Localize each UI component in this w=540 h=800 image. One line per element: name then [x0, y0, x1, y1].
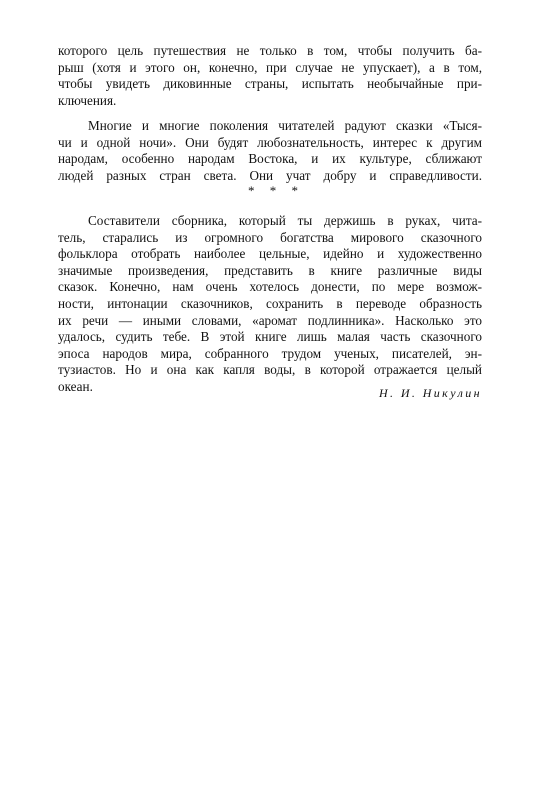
paragraph-compilers [58, 213, 482, 396]
text-line: тузиастов. Но и она как капля воды, в которой отражается целый [58, 362, 482, 378]
text-line: людей разных стран света. Они учат добру и справедливости. [58, 167, 482, 183]
author-signature: Н. И. Никулин [378, 386, 482, 400]
paragraph-continued [58, 43, 482, 109]
text-line: Составители сборника, который ты держишь в руках, чита- [88, 213, 482, 228]
text-line: народам, особенно народам Востока, и их культуре, сближают [58, 151, 482, 167]
text-line: удалось, судить тебе. В этой книге лишь малая часть сказочного [58, 329, 482, 345]
text-line: чи и одной ночи». Они будят любознательность, интерес к другим [58, 134, 482, 150]
text-line: эпоса народов мира, собранного трудом ученых, писателей, эн- [58, 345, 482, 361]
text-line: ности, интонации сказочников, сохранить в переводе образность [58, 295, 482, 311]
text-line: ключения. [58, 92, 117, 108]
text-line: рыш (хотя и этого он, конечно, при случае не упускает), а в том, [58, 59, 482, 75]
text-line: их речи — иными словами, «аромат подлинника». Насколько это [58, 312, 482, 328]
paragraph-thousand-and-one-nights [58, 118, 482, 184]
text-line: чтобы увидеть диковинные страны, испытать необычайные при- [58, 76, 482, 92]
text-line: сказок. Конечно, нам очень хотелось донести, по мере возмож- [58, 279, 482, 295]
text-line: океан. [58, 378, 93, 394]
text-line: которого цель путешествия не только в том, чтобы получить ба- [58, 43, 482, 58]
text-line: фольклора отобрать наиболее цельные, идейно и художественно [58, 246, 482, 262]
text-line: значимые произведения, представить в книге различные виды [58, 262, 482, 278]
text-line: Многие и многие поколения читателей радуют сказки «Тыся- [88, 118, 482, 133]
section-separator: * * * [248, 183, 304, 198]
text-line: тель, старались из огромного богатства мирового сказочного [58, 229, 482, 245]
